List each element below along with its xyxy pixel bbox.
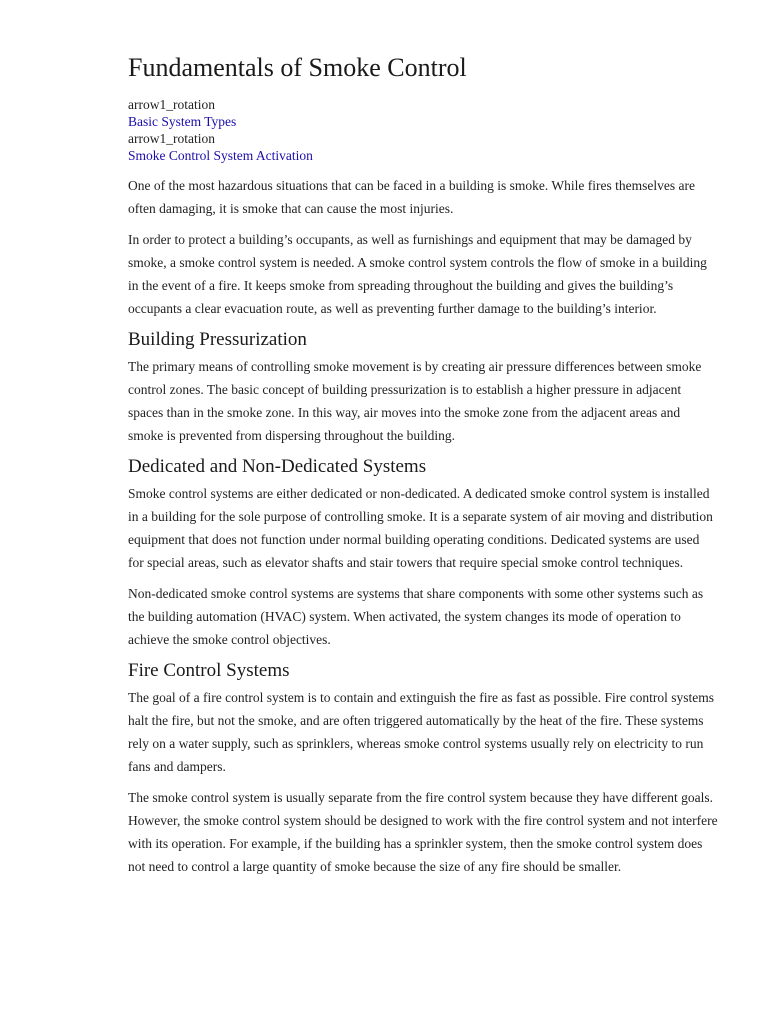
toc-links [128, 96, 718, 164]
section-paragraph: The goal of a fire control system is to contain and extinguish the fire as fast as possible. Fire control systems halt the fire, but not the smoke, and are often triggered automatically by the heat of the fire. These systems rely on a water supply, such as sprinklers, whereas smoke control systems usually rely on electricity to run fans and dampers. [128, 690, 714, 774]
section-heading-building-pressurization: Building Pressurization [128, 329, 307, 350]
section-heading-fire-control-systems: Fire Control Systems [128, 660, 290, 681]
page-title: Fundamentals of Smoke Control [128, 53, 467, 82]
section-paragraph: Non-dedicated smoke control systems are systems that share components with some other systems such as the building automation (HVAC) system. When activated, the system changes its mode of operation to achieve the smoke control objectives. [128, 586, 704, 647]
section-paragraph: Smoke control systems are either dedicated or non-dedicated. A dedicated smoke control system is installed in a building for the sole purpose of controlling smoke. It is a separate system of air moving and distribution equipment that does not function under normal building operating conditions. Dedicated systems are used for special areas, such as elevator shafts and stair towers that require special smoke control techniques. [128, 486, 713, 570]
intro-paragraph: In order to protect a building’s occupants, as well as furnishings and equipment that may be damaged by smoke, a smoke control system is needed. A smoke control system controls the flow of smoke in a building in the event of a fire. It keeps smoke from spreading throughout the building and gives the building’s occupants a clear evacuation route, as well as preventing further damage to the building’s interior. [128, 232, 707, 316]
intro-paragraph: One of the most hazardous situations that can be faced in a building is smoke. While fires themselves are often damaging, it is smoke that can cause the most injuries. [128, 178, 695, 216]
arrow-marker-text: arrow1_rotation [128, 97, 215, 112]
section-heading-dedicated-systems: Dedicated and Non-Dedicated Systems [128, 456, 427, 477]
section-paragraph: The primary means of controlling smoke movement is by creating air pressure differences between smoke control zones. The basic concept of building pressurization is to establish a higher pressure in adjacent spaces than in the smoke zone. In this way, air moves into the smoke zone from the adjacent areas and smoke is prevented from dispersing throughout the building. [128, 359, 702, 443]
link-basic-system-types[interactable]: Basic System Types [128, 114, 237, 129]
arrow-marker-text: arrow1_rotation [128, 131, 215, 146]
link-smoke-control-system-activation[interactable]: Smoke Control System Activation [128, 148, 313, 163]
section-paragraph: The smoke control system is usually separate from the fire control system because they have different goals. However, the smoke control system should be designed to work with the fire control system and not interfere with its operation. For example, if the building has a sprinkler system, then the smoke control system does not need to control a large quantity of smoke because the size of any fire should be smaller. [128, 790, 718, 874]
